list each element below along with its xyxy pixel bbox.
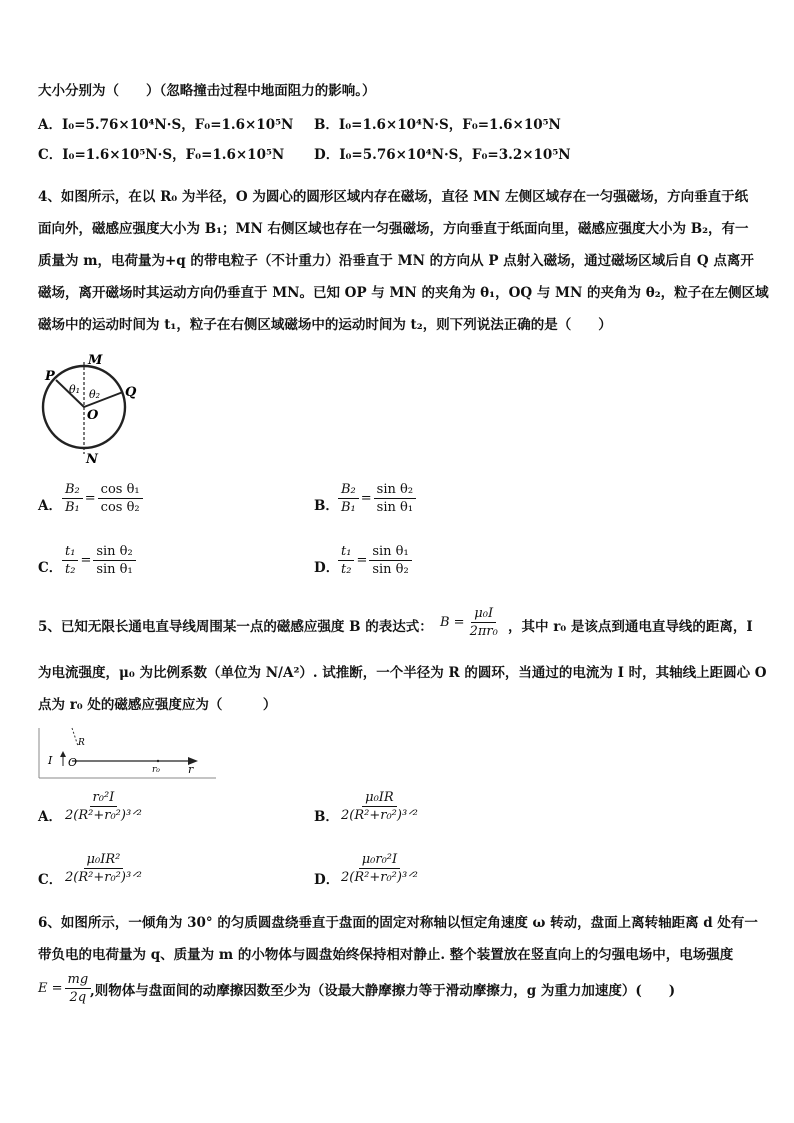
q5-stem-line-1a: 5、已知无限长通电直导线周围某一点的磁感应强度 B 的表达式： bbox=[38, 619, 433, 635]
q5-option-d-label[interactable]: D． bbox=[314, 872, 340, 888]
q5-formula-den: 2πr₀ bbox=[469, 624, 498, 639]
label-r-axis: r bbox=[188, 763, 194, 776]
q4-b-rhs-num: sin θ₂ bbox=[374, 482, 416, 499]
q6-field-formula bbox=[38, 972, 93, 1005]
q5-option-a-label[interactable]: A． bbox=[38, 809, 62, 825]
q4-option-c-formula[interactable]: $\frac{\text{t₁}}{\text{t₂}}$ = $\frac{\text{sin θ₂}}{\text{sin θ₁}}$ bbox=[60, 544, 138, 577]
q4-option-b-formula[interactable]: $\frac{\text{B₂}}{\text{B₁}}$ = $\frac{\text{sin θ₂}}{\text{sin θ₁}}$ bbox=[336, 482, 418, 515]
q4-c-lhs-den: t₂ bbox=[65, 562, 76, 577]
q5-stem-line-3: 点为 r₀ 处的磁感应强度应为（ ） bbox=[38, 697, 277, 713]
q3-stem-tail: 大小分别为（ ）（忽略撞击过程中地面阻力的影响。） bbox=[38, 83, 376, 99]
label-theta1: θ₁ bbox=[69, 383, 81, 396]
q5-d-num: μ₀r₀²I bbox=[359, 852, 400, 869]
q4-option-a-formula[interactable]: $\frac{\text{B₂}}{\text{B₁}}$ = $\frac{\text{cos θ₁}}{\text{cos θ₂}}$ bbox=[60, 482, 145, 515]
q4-stem-line-1: 4、如图所示，在以 R₀ 为半径，O 为圆心的圆形区域内存在磁场，直径 MN 左侧区域存在一匀强磁场，方向垂直于纸 bbox=[38, 189, 749, 205]
q5-option-c-formula[interactable] bbox=[60, 852, 147, 885]
q4-b-lhs-den: B₁ bbox=[341, 500, 356, 515]
q5-option-c-label[interactable]: C． bbox=[38, 872, 63, 888]
q4-option-d-formula[interactable]: $\frac{\text{t₁}}{\text{t₂}}$ = $\frac{\text{sin θ₁}}{\text{sin θ₂}}$ bbox=[336, 544, 414, 577]
q5-c-num: μ₀IR² bbox=[84, 852, 124, 869]
q5-a-num: r₀²I bbox=[90, 790, 118, 807]
q4-a-rhs-den: cos θ₂ bbox=[100, 500, 140, 515]
q6-formula-lhs: E = bbox=[38, 981, 63, 996]
q4-d-rhs-den: sin θ₂ bbox=[372, 562, 409, 577]
q4-b-lhs-num: B₂ bbox=[338, 482, 359, 499]
q3-option-a[interactable]: A．I₀=5.76×10⁴N·S，F₀=1.6×10⁵N bbox=[38, 117, 294, 133]
label-q: Q bbox=[125, 385, 137, 400]
label-r: R bbox=[78, 738, 85, 748]
q3-option-c[interactable]: C．I₀=1.6×10⁵N·S，F₀=1.6×10⁵N bbox=[38, 147, 285, 163]
q5-option-b-formula[interactable] bbox=[336, 790, 423, 823]
q3-option-d[interactable]: D．I₀=5.76×10⁴N·S，F₀=3.2×10⁵N bbox=[314, 147, 571, 163]
q5-field-formula bbox=[440, 606, 503, 639]
q4-b-rhs-den: sin θ₁ bbox=[376, 500, 414, 515]
q5-d-den: 2(R²+r₀²)³ᐟ² bbox=[341, 870, 418, 885]
q4-c-rhs-den: sin θ₁ bbox=[96, 562, 133, 577]
q4-option-a-label[interactable]: A． bbox=[38, 498, 62, 514]
q4-a-lhs-den: B₁ bbox=[65, 500, 80, 515]
q5-ring-axis-figure bbox=[38, 726, 218, 784]
q5-formula-lhs: B = bbox=[440, 615, 465, 630]
q5-option-d-formula[interactable] bbox=[336, 852, 423, 885]
q4-d-rhs-num: sin θ₁ bbox=[369, 544, 411, 561]
q4-a-rhs-num: cos θ₁ bbox=[98, 482, 143, 499]
q5-stem-line-2: 为电流强度，μ₀ 为比例系数（单位为 N/A²）. 试推断，一个半径为 R 的圆环，当通过的电流为 I 时，其轴线上距圆心 O bbox=[38, 665, 767, 681]
q4-stem-line-5: 磁场中的运动时间为 t₁，粒子在右侧区域磁场中的运动时间为 t₂，则下列说法正确的是（ ） bbox=[38, 317, 612, 333]
q4-magnetic-field-figure bbox=[36, 350, 156, 470]
q6-stem-line-1: 6、如图所示，一倾角为 30° 的匀质圆盘绕垂直于盘面的固定对称轴以恒定角速度 ω 转动，盘面上离转轴距离 d 处有一 bbox=[38, 915, 758, 931]
q5-option-a-formula[interactable] bbox=[60, 790, 147, 823]
q4-c-lhs-num: t₁ bbox=[62, 544, 78, 561]
q5-formula-num: μ₀I bbox=[471, 606, 496, 623]
q4-option-c-label[interactable]: C． bbox=[38, 560, 63, 576]
label-i: I bbox=[48, 754, 53, 767]
label-theta2: θ₂ bbox=[89, 388, 101, 401]
q5-a-den: 2(R²+r₀²)³ᐟ² bbox=[65, 808, 142, 823]
label-o: O bbox=[87, 408, 99, 423]
label-p: P bbox=[45, 369, 55, 384]
q4-option-b-label[interactable]: B． bbox=[314, 498, 339, 514]
q4-d-lhs-den: t₂ bbox=[341, 562, 352, 577]
q4-stem-line-4: 磁场，离开磁场时其运动方向仍垂直于 MN。已知 OP 与 MN 的夹角为 θ₁，OQ 与 MN 的夹角为 θ₂，粒子在左侧区域 bbox=[38, 285, 769, 301]
q4-stem-line-2: 面向外，磁感应强度大小为 B₁；MN 右侧区域也存在一匀强磁场，方向垂直于纸面向里，磁感应强度大小为 B₂，有一 bbox=[38, 221, 749, 237]
q6-stem-line-2: 带负电的电荷量为 q、质量为 m 的小物体与圆盘始终保持相对静止. 整个装置放在竖直向上的匀强电场中，电场强度 bbox=[38, 947, 734, 963]
q5-option-b-label[interactable]: B． bbox=[314, 809, 339, 825]
q6-formula-den: 2q bbox=[69, 990, 87, 1005]
q5-b-num: μ₀IR bbox=[362, 790, 397, 807]
q4-stem-line-3: 质量为 m，电荷量为+q 的带电粒子（不计重力）沿垂直于 MN 的方向从 P 点射入磁场，通过磁场区域后自 Q 点离开 bbox=[38, 253, 754, 269]
q6-stem-line-3: ,则物体与盘面间的动摩擦因数至少为（设最大静摩擦力等于滑动摩擦力，g 为重力加速度）( ) bbox=[90, 983, 676, 999]
q5-b-den: 2(R²+r₀²)³ᐟ² bbox=[341, 808, 418, 823]
q5-stem-line-1b: ，其中 r₀ 是该点到通电直导线的距离，I bbox=[508, 619, 753, 635]
label-m: M bbox=[88, 353, 103, 368]
q3-option-b[interactable]: B．I₀=1.6×10⁴N·S，F₀=1.6×10⁵N bbox=[314, 117, 561, 133]
label-r0: r₀ bbox=[152, 765, 160, 775]
q4-option-d-label[interactable]: D． bbox=[314, 560, 340, 576]
q4-c-rhs-num: sin θ₂ bbox=[93, 544, 135, 561]
q5-c-den: 2(R²+r₀²)³ᐟ² bbox=[65, 870, 142, 885]
q6-formula-num: mg bbox=[65, 972, 92, 989]
label-o: O bbox=[68, 756, 78, 769]
q4-a-lhs-num: B₂ bbox=[62, 482, 83, 499]
label-n: N bbox=[86, 452, 98, 467]
q4-d-lhs-num: t₁ bbox=[338, 544, 354, 561]
